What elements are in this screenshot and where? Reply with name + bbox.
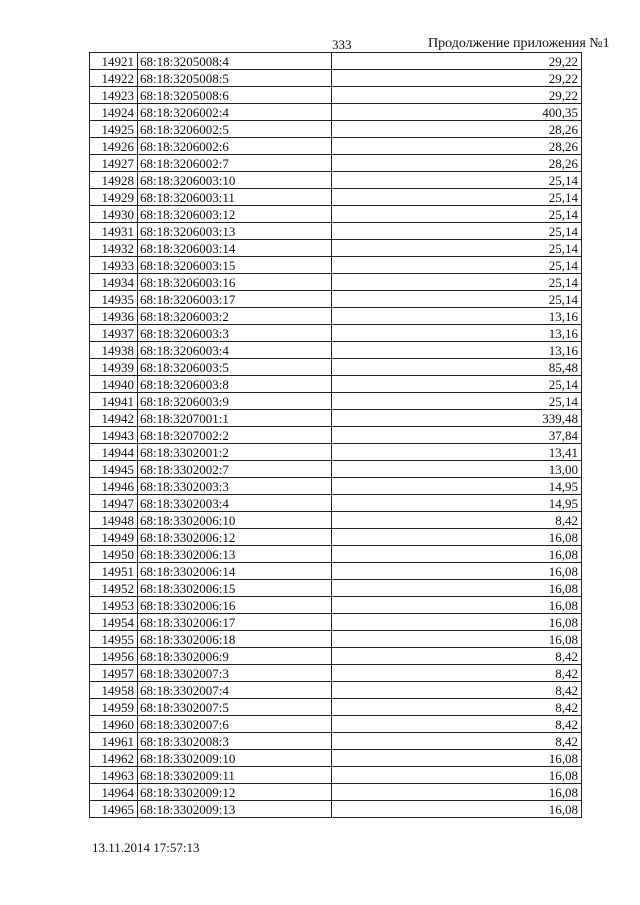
row-number: 14940: [90, 376, 138, 393]
cadastral-number: 68:18:3206003:9: [138, 393, 332, 410]
table-row: [90, 597, 582, 614]
table-row: [90, 767, 582, 784]
area-value: 37,84: [332, 427, 582, 444]
cadastral-number: 68:18:3302003:3: [138, 478, 332, 495]
table-row: [90, 648, 582, 665]
area-value: 16,08: [332, 563, 582, 580]
table-row: [90, 155, 582, 172]
table-row: [90, 87, 582, 104]
table-row: [90, 274, 582, 291]
cadastral-number: 68:18:3302007:4: [138, 682, 332, 699]
cadastral-number: 68:18:3206003:10: [138, 172, 332, 189]
cadastral-number: 68:18:3206003:3: [138, 325, 332, 342]
row-number: 14958: [90, 682, 138, 699]
row-number: 14933: [90, 257, 138, 274]
area-value: 13,16: [332, 342, 582, 359]
row-number: 14935: [90, 291, 138, 308]
area-value: 28,26: [332, 138, 582, 155]
cadastral-number: 68:18:3302009:10: [138, 750, 332, 767]
print-timestamp: 13.11.2014 17:57:13: [92, 840, 200, 855]
cadastral-number: 68:18:3206003:15: [138, 257, 332, 274]
row-number: 14960: [90, 716, 138, 733]
table-row: [90, 733, 582, 750]
cadastral-number: 68:18:3206003:5: [138, 359, 332, 376]
cadastral-number: 68:18:3206003:13: [138, 223, 332, 240]
cadastral-number: 68:18:3206003:12: [138, 206, 332, 223]
table-row: [90, 359, 582, 376]
cadastral-number: 68:18:3206003:8: [138, 376, 332, 393]
area-value: 25,14: [332, 206, 582, 223]
area-value: 16,08: [332, 597, 582, 614]
cadastral-number: 68:18:3302009:13: [138, 801, 332, 818]
row-number: 14941: [90, 393, 138, 410]
area-value: 8,42: [332, 733, 582, 750]
row-number: 14945: [90, 461, 138, 478]
row-number: 14925: [90, 121, 138, 138]
cadastral-number: 68:18:3206002:5: [138, 121, 332, 138]
table-row: [90, 308, 582, 325]
table-row: [90, 138, 582, 155]
cadastral-number: 68:18:3302006:10: [138, 512, 332, 529]
row-number: 14952: [90, 580, 138, 597]
area-value: 25,14: [332, 240, 582, 257]
cadastral-number: 68:18:3302006:9: [138, 648, 332, 665]
table-row: [90, 410, 582, 427]
records-table-body: [90, 53, 582, 818]
row-number: 14939: [90, 359, 138, 376]
row-number: 14954: [90, 614, 138, 631]
table-row: [90, 223, 582, 240]
cadastral-number: 68:18:3206003:2: [138, 308, 332, 325]
area-value: 8,42: [332, 699, 582, 716]
table-row: [90, 512, 582, 529]
area-value: 29,22: [332, 87, 582, 104]
row-number: 14923: [90, 87, 138, 104]
area-value: 8,42: [332, 716, 582, 733]
table-row: [90, 699, 582, 716]
row-number: 14930: [90, 206, 138, 223]
cadastral-number: 68:18:3302009:12: [138, 784, 332, 801]
table-row: [90, 614, 582, 631]
cadastral-number: 68:18:3302006:15: [138, 580, 332, 597]
table-row: [90, 104, 582, 121]
table-row: [90, 546, 582, 563]
table-row: [90, 461, 582, 478]
row-number: 14932: [90, 240, 138, 257]
cadastral-number: 68:18:3207001:1: [138, 410, 332, 427]
table-row: [90, 393, 582, 410]
area-value: 16,08: [332, 767, 582, 784]
area-value: 16,08: [332, 631, 582, 648]
page-number: 333: [332, 37, 352, 52]
records-table: [89, 52, 582, 818]
table-row: [90, 580, 582, 597]
row-number: 14928: [90, 172, 138, 189]
row-number: 14942: [90, 410, 138, 427]
row-number: 14957: [90, 665, 138, 682]
cadastral-number: 68:18:3302006:16: [138, 597, 332, 614]
area-value: 16,08: [332, 580, 582, 597]
table-row: [90, 342, 582, 359]
cadastral-number: 68:18:3206003:11: [138, 189, 332, 206]
area-value: 29,22: [332, 53, 582, 70]
area-value: 8,42: [332, 682, 582, 699]
table-row: [90, 563, 582, 580]
row-number: 14927: [90, 155, 138, 172]
row-number: 14943: [90, 427, 138, 444]
table-row: [90, 478, 582, 495]
table-row: [90, 240, 582, 257]
cadastral-number: 68:18:3302009:11: [138, 767, 332, 784]
cadastral-number: 68:18:3206003:14: [138, 240, 332, 257]
area-value: 339,48: [332, 410, 582, 427]
row-number: 14951: [90, 563, 138, 580]
row-number: 14950: [90, 546, 138, 563]
area-value: 13,00: [332, 461, 582, 478]
table-row: [90, 750, 582, 767]
table-row: [90, 257, 582, 274]
area-value: 400,35: [332, 104, 582, 121]
area-value: 8,42: [332, 648, 582, 665]
area-value: 25,14: [332, 257, 582, 274]
cadastral-number: 68:18:3302008:3: [138, 733, 332, 750]
table-row: [90, 801, 582, 818]
row-number: 14929: [90, 189, 138, 206]
cadastral-number: 68:18:3206002:7: [138, 155, 332, 172]
table-row: [90, 427, 582, 444]
area-value: 28,26: [332, 121, 582, 138]
cadastral-number: 68:18:3205008:4: [138, 53, 332, 70]
row-number: 14955: [90, 631, 138, 648]
area-value: 25,14: [332, 274, 582, 291]
table-row: [90, 70, 582, 87]
row-number: 14944: [90, 444, 138, 461]
row-number: 14924: [90, 104, 138, 121]
row-number: 14963: [90, 767, 138, 784]
cadastral-number: 68:18:3302006:18: [138, 631, 332, 648]
row-number: 14949: [90, 529, 138, 546]
cadastral-number: 68:18:3302006:12: [138, 529, 332, 546]
area-value: 25,14: [332, 223, 582, 240]
cadastral-number: 68:18:3302006:14: [138, 563, 332, 580]
area-value: 16,08: [332, 614, 582, 631]
row-number: 14965: [90, 801, 138, 818]
cadastral-number: 68:18:3302002:7: [138, 461, 332, 478]
table-row: [90, 121, 582, 138]
table-row: [90, 665, 582, 682]
cadastral-number: 68:18:3302007:6: [138, 716, 332, 733]
cadastral-number: 68:18:3207002:2: [138, 427, 332, 444]
row-number: 14964: [90, 784, 138, 801]
table-row: [90, 784, 582, 801]
row-number: 14931: [90, 223, 138, 240]
row-number: 14953: [90, 597, 138, 614]
row-number: 14922: [90, 70, 138, 87]
table-row: [90, 291, 582, 308]
row-number: 14962: [90, 750, 138, 767]
row-number: 14926: [90, 138, 138, 155]
table-row: [90, 444, 582, 461]
area-value: 13,16: [332, 308, 582, 325]
row-number: 14938: [90, 342, 138, 359]
row-number: 14959: [90, 699, 138, 716]
row-number: 14956: [90, 648, 138, 665]
cadastral-number: 68:18:3206002:6: [138, 138, 332, 155]
row-number: 14947: [90, 495, 138, 512]
area-value: 25,14: [332, 172, 582, 189]
row-number: 14948: [90, 512, 138, 529]
area-value: 25,14: [332, 376, 582, 393]
area-value: 16,08: [332, 750, 582, 767]
cadastral-number: 68:18:3206003:17: [138, 291, 332, 308]
table-row: [90, 529, 582, 546]
table-row: [90, 495, 582, 512]
table-row: [90, 376, 582, 393]
area-value: 8,42: [332, 665, 582, 682]
cadastral-number: 68:18:3206003:4: [138, 342, 332, 359]
area-value: 13,41: [332, 444, 582, 461]
area-value: 25,14: [332, 189, 582, 206]
row-number: 14946: [90, 478, 138, 495]
table-row: [90, 172, 582, 189]
row-number: 14934: [90, 274, 138, 291]
area-value: 29,22: [332, 70, 582, 87]
area-value: 14,95: [332, 478, 582, 495]
row-number: 14937: [90, 325, 138, 342]
area-value: 14,95: [332, 495, 582, 512]
cadastral-number: 68:18:3302001:2: [138, 444, 332, 461]
area-value: 16,08: [332, 784, 582, 801]
area-value: 25,14: [332, 393, 582, 410]
area-value: 16,08: [332, 546, 582, 563]
cadastral-number: 68:18:3302003:4: [138, 495, 332, 512]
area-value: 8,42: [332, 512, 582, 529]
cadastral-number: 68:18:3205008:5: [138, 70, 332, 87]
cadastral-number: 68:18:3206003:16: [138, 274, 332, 291]
cadastral-number: 68:18:3302007:5: [138, 699, 332, 716]
area-value: 13,16: [332, 325, 582, 342]
cadastral-number: 68:18:3302006:17: [138, 614, 332, 631]
cadastral-number: 68:18:3205008:6: [138, 87, 332, 104]
table-row: [90, 682, 582, 699]
table-row: [90, 189, 582, 206]
area-value: 16,08: [332, 529, 582, 546]
area-value: 85,48: [332, 359, 582, 376]
table-row: [90, 716, 582, 733]
table-row: [90, 631, 582, 648]
row-number: 14921: [90, 53, 138, 70]
area-value: 16,08: [332, 801, 582, 818]
cadastral-number: 68:18:3302007:3: [138, 665, 332, 682]
appendix-continuation-note: Продолжение приложения №1: [428, 36, 610, 51]
cadastral-number: 68:18:3206002:4: [138, 104, 332, 121]
table-row: [90, 206, 582, 223]
table-row: [90, 325, 582, 342]
area-value: 28,26: [332, 155, 582, 172]
table-row: [90, 53, 582, 70]
row-number: 14961: [90, 733, 138, 750]
cadastral-number: 68:18:3302006:13: [138, 546, 332, 563]
row-number: 14936: [90, 308, 138, 325]
area-value: 25,14: [332, 291, 582, 308]
